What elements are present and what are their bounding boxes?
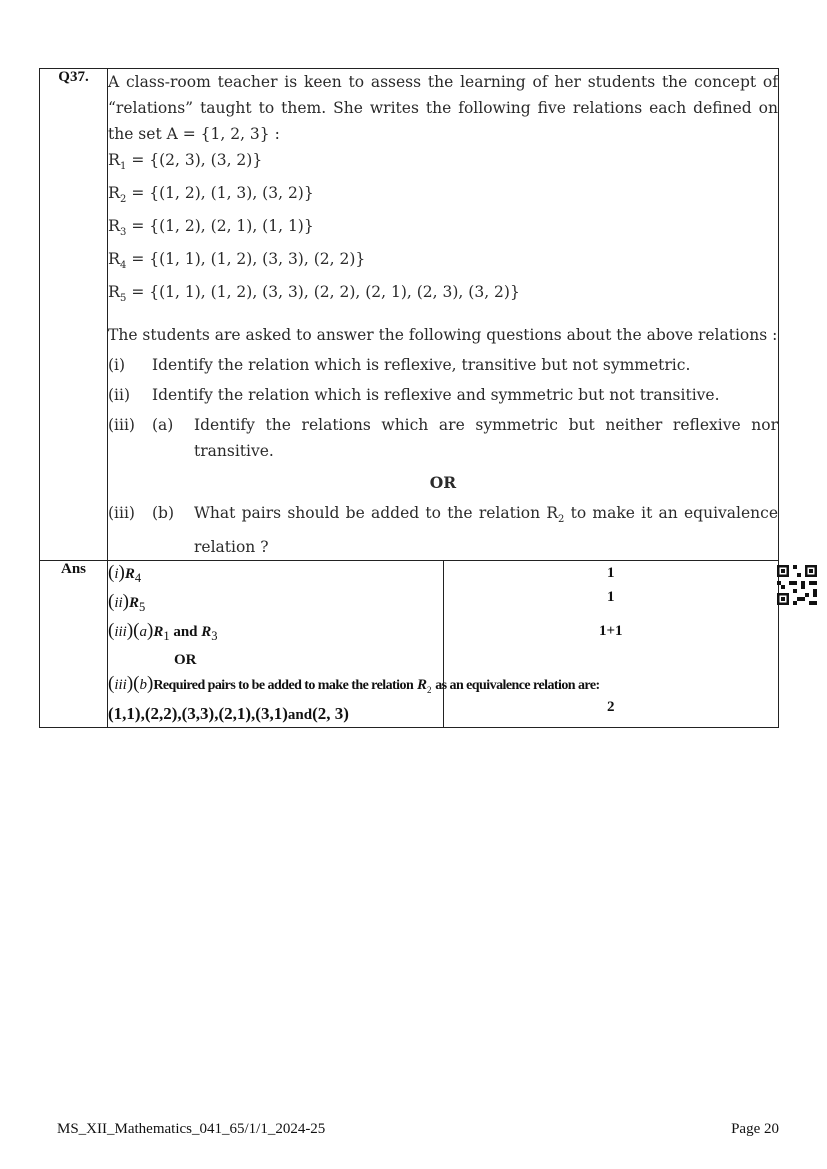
footer-doc-code: MS_XII_Mathematics_041_65/1/1_2024-25 — [57, 1121, 326, 1137]
relation-r3: $R_3 = \{(1$, 2), (2, 1), (1, 1)} — [108, 216, 314, 239]
answer-iii-b: (iii)(b)Required pairs to be added to make the relation $R_2$ as an equivalence relation are: — [108, 672, 600, 695]
answer-iii-a: $(iii)(a)R_1$ and $R_3$ — [108, 619, 218, 643]
question-item-i: (i) Identify the relation which is reflexive, transitive but not symmetric. — [108, 356, 691, 375]
question-or: OR — [429, 473, 457, 493]
relation-r5: $R_5 = \{(1$, 1), (1, 2), (3, 3), (2, 2), (2, 1), (2, 3), (3, 2)} — [108, 282, 520, 305]
marks-column — [443, 560, 779, 727]
question-prompt: The students are asked to answer the following questions about the above relations : — [108, 326, 778, 345]
relation-r1: $R_1 = \{(2$, 3), (3, 2)} — [108, 150, 263, 173]
answer-ii: $(ii)R_5$ — [108, 590, 146, 614]
mark-iii-a: 1+1 — [598, 622, 623, 639]
mark-i: 1 — [607, 564, 615, 581]
question-number: Q37. — [40, 69, 108, 561]
answer-row — [40, 560, 779, 727]
qr-code-icon — [777, 565, 817, 605]
question-text — [108, 69, 779, 561]
answer-body — [108, 560, 600, 727]
relation-r4: $R_4 = \{(1$, 1), (1, 2), (3, 3), (2, 2)} — [108, 249, 366, 272]
mark-iii-b: 2 — [607, 698, 615, 715]
question-item-iii-b: (iii) (b) What pairs should be added to the relation $R_2$ to make it an equivalence relation ? — [108, 504, 778, 556]
answer-label: Ans — [40, 560, 108, 727]
mark-ii: 1 — [607, 588, 615, 605]
question-row — [40, 69, 779, 561]
question-table — [39, 68, 779, 728]
page-footer — [57, 1121, 779, 1138]
footer-page-number: Page 20 — [731, 1121, 779, 1137]
question-item-iii-a: (iii) (a) Identify the relations which are symmetric but neither reflexive nor transitive. — [108, 416, 778, 461]
answer-sheet — [39, 68, 779, 728]
question-item-ii: (ii) Identify the relation which is reflexive and symmetric but not transitive. — [108, 386, 720, 405]
relation-r2: $R_2 = \{(1$, 2), (1, 3), (3, 2)} — [108, 183, 314, 206]
answer-pairs: (1,1),(2,2),(3,3),(2,1),(3,1)and(2, 3) — [108, 703, 349, 723]
question-intro: A class-room teacher is keen to assess the learning of her students the concept of “relations” taught to them. She writes the following five relations each defined on the set A = {1, 2, 3} : — [108, 73, 778, 143]
answer-or: OR — [174, 651, 197, 668]
answer-i: $(i)R_4$ — [108, 561, 142, 585]
